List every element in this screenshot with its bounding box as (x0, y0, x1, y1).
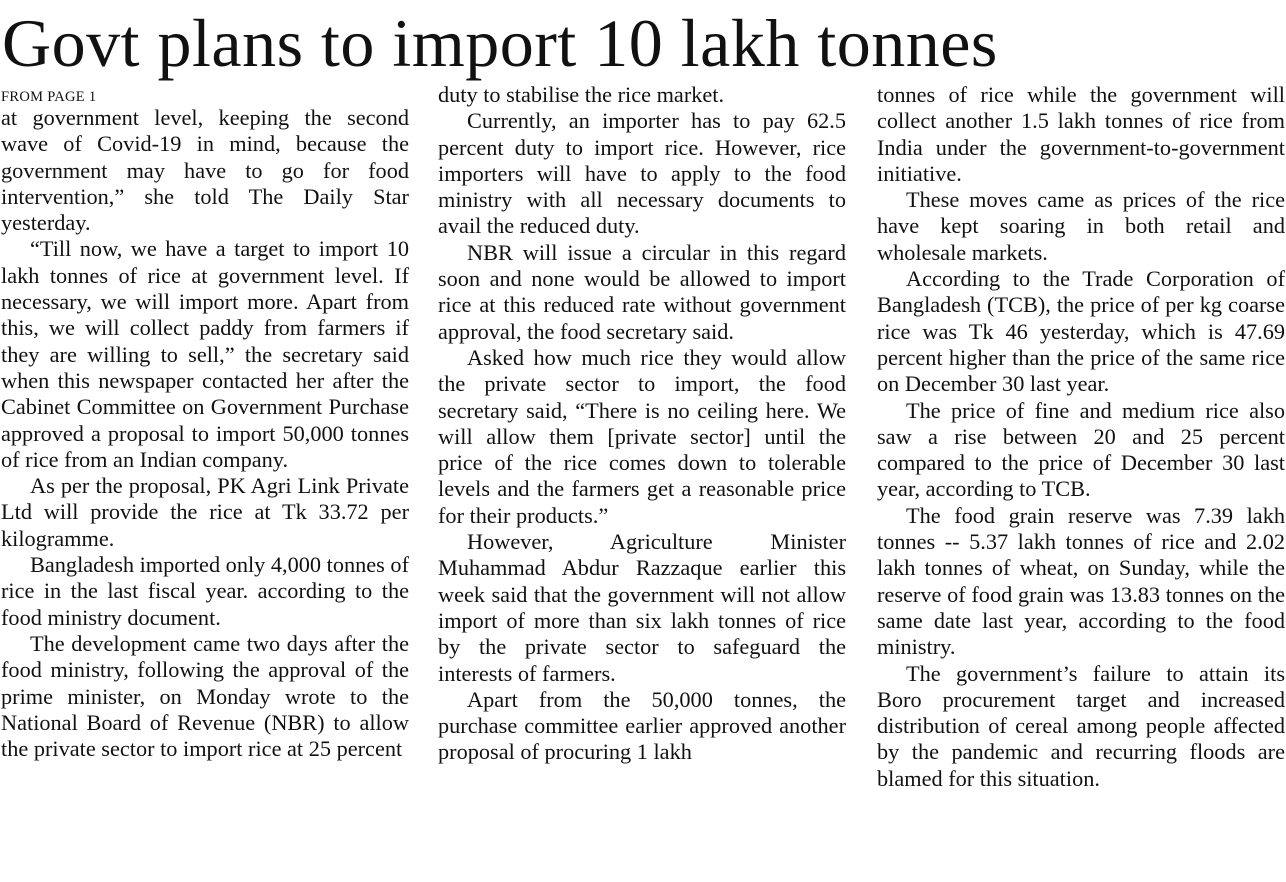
paragraph: The price of fine and medium rice also saw a rise between 20 and 25 percent compared to the price of December 30 last year, according to TCB. (877, 397, 1285, 502)
paragraph: The government’s failure to attain its Boro procurement target and increased distribution of cereal among people affected by the pandemic and recurring floods are blamed for this situation. (877, 660, 1285, 791)
paragraph: As per the proposal, PK Agri Link Private Ltd will provide the rice at Tk 33.72 per kilogramme. (1, 473, 409, 551)
paragraph: Currently, an importer has to pay 62.5 percent duty to import rice. However, rice importers will have to apply to the food ministry with all necessary documents to avail the reduced duty. (438, 108, 846, 239)
paragraph: NBR will issue a circular in this regard soon and none would be allowed to import rice at this reduced rate without government approval, the food secretary said. (438, 239, 846, 344)
paragraph: The food grain reserve was 7.39 lakh tonnes -- 5.37 lakh tonnes of rice and 2.02 lakh tonnes of wheat, on Sunday, while the reserve of food grain was 13.83 tonnes on the same date last year, according to the food ministry. (877, 502, 1285, 660)
paragraph: According to the Trade Corporation of Bangladesh (TCB), the price of per kg coarse rice was Tk 46 yesterday, which is 47.69 percent higher than the price of the same rice on December 30 last year. (877, 266, 1285, 397)
paragraph: at government level, keeping the second wave of Covid-19 in mind, because the government may have to go for food intervention,” she told The Daily Star yesterday. (1, 105, 409, 236)
paragraph: The development came two days after the food ministry, following the approval of the prime minister, on Monday wrote to the National Board of Revenue (NBR) to allow the private sector to import rice at 25 percent (1, 630, 409, 762)
paragraph: duty to stabilise the rice market. (438, 82, 725, 107)
article-column-1 (1, 89, 409, 762)
paragraph: Bangladesh imported only 4,000 tonnes of rice in the last fiscal year. according to the food ministry document. (1, 552, 409, 630)
paragraph: However, Agriculture Minister Muhammad Abdur Razzaque earlier this week said that the government will not allow import of more than six lakh tonnes of rice by the private sector to safeguard the interests of farmers. (438, 529, 846, 686)
paragraph: Apart from the 50,000 tonnes, the purchase committee earlier approved another proposal of procuring 1 lakh (438, 686, 846, 765)
paragraph: These moves came as prices of the rice have kept soaring in both retail and wholesale markets. (877, 187, 1285, 265)
kicker-from-page: FROM PAGE 1 (1, 89, 97, 105)
paragraph: “Till now, we have a target to import 10 lakh tonnes of rice at government level. If necessary, we will import more. Apart from this, we will collect paddy from farmers if they are willing to sell,” the secretary said when this newspaper contacted her after the Cabinet Committee on Government Purchase approved a proposal to import 50,000 tonnes of rice from an Indian company. (1, 236, 409, 472)
paragraph: Asked how much rice they would allow the private sector to import, the food secretary said, “There is no ceiling here. We will allow them [private sector] until the price of the rice comes down to tolerable levels and the farmers get a reasonable price for their products.” (438, 344, 846, 528)
paragraph: tonnes of rice while the government will collect another 1.5 lakh tonnes of rice from India under the government-to-government initiative. (877, 82, 1285, 186)
article-column-3 (877, 82, 1285, 792)
headline: Govt plans to import 10 lakh tonnes (2, 5, 998, 81)
article-column-2 (438, 82, 846, 766)
